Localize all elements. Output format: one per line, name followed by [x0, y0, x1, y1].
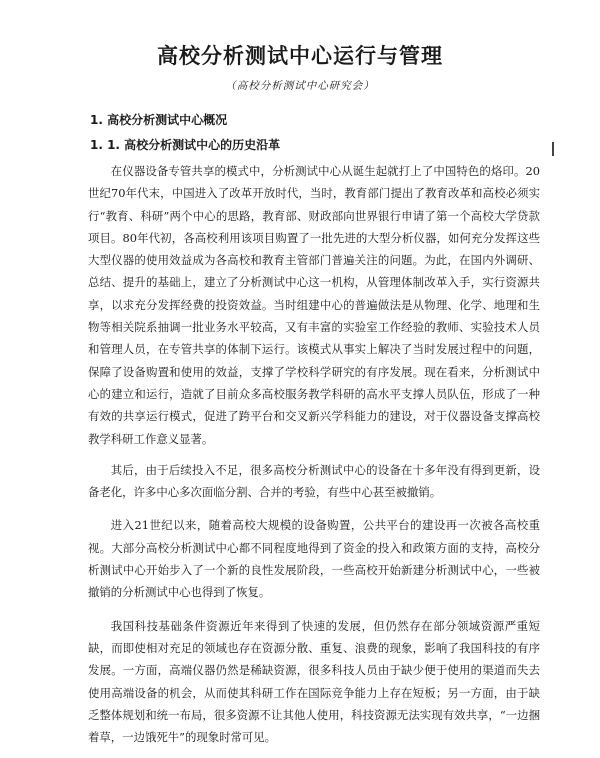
paragraph: 进入21世纪以来，随着高校大规模的设备购置，公共平台的建设再一次被各高校重视。大部分高校分析测试中心都不同程度地得到了资金的投入和政策方面的支持，高校分析测试中心开始步入了一个新的良性发展阶段，一些高校开始新建分析测试中心，一些被撤销的分析测试中心也得到了恢复。 — [88, 518, 540, 600]
paragraph: 其后，由于后续投入不足，很多高校分析测试中心的设备在十多年没有得到更新，设备老化，许多中心多次面临分割、合并的考验，有些中心甚至被撤销。 — [88, 462, 540, 500]
section-heading: 1. 高校分析测试中心概况 — [90, 113, 228, 127]
margin-mark — [552, 142, 554, 156]
body-text — [88, 160, 540, 758]
paragraph: 我国科技基础条件资源近年来得到了快速的发展，但仍然存在部分领域资源严重短缺，而即使相对充足的领域也存在资源分散、重复、浪费的现象，影响了我国科技的有序发展。一方面，高端仪器仍然是稀缺资源，很多科技人员由于缺少便于使用的渠道而失去使用高端设备的机会，从而使其科研工作在国际竞争能力上存在短板；另一方面，由于缺乏整体规划和统一布局，很多资源不让其他人使用，科技资源无法实现有效共享，“一边捆着草，一边饿死牛”的现象时常可见。 — [88, 618, 540, 745]
page-subtitle: （高校分析测试中心研究会） — [225, 80, 375, 92]
paragraph: 在仪器设备专管共享的模式中，分析测试中心从诞生起就打上了中国特色的烙印。20世纪70年代末，中国进入了改革开放时代，当时，教育部门提出了教育改革和高校必须实行“教育、科研”两个中心的思路，教育部、财政部向世界银行申请了第一个高校大学贷款项目。80年代初，各高校利用该项目购置了一批先进的大型分析仪器，如何充分发挥这些大型仪器的使用效益成为各高校和教育主管部门普遍关注的问题。为此，在国内外调研、总结、提升的基础上，建立了分析测试中心这一机构，从管理体制改革入手，实行资源共享，以求充分发挥经费的投资效益。当时组建中心的普遍做法是从物理、化学、地理和生物等相关院系抽调一批业务水平较高，又有丰富的实验室工作经验的教师、实验技术人员和管理人员，在专管共享的体制下运行。该模式从事实上解决了当时发展过程中的问题，保障了设备购置和使用的效益，支撑了学校科学研究的有序发展。现在看来，分析测试中心的建立和运行，造就了目前众多高校服务教学科研的高水平支撑人员队伍，形成了一种有效的共享运行模式，促进了跨平台和交叉新兴学科能力的建设，对于仪器设备支撑高校教学科研工作意义显著。 — [88, 164, 540, 446]
subsection-heading: 1. 1. 高校分析测试中心的历史沿革 — [90, 138, 281, 152]
page-title: 高校分析测试中心运行与管理 — [157, 44, 443, 68]
